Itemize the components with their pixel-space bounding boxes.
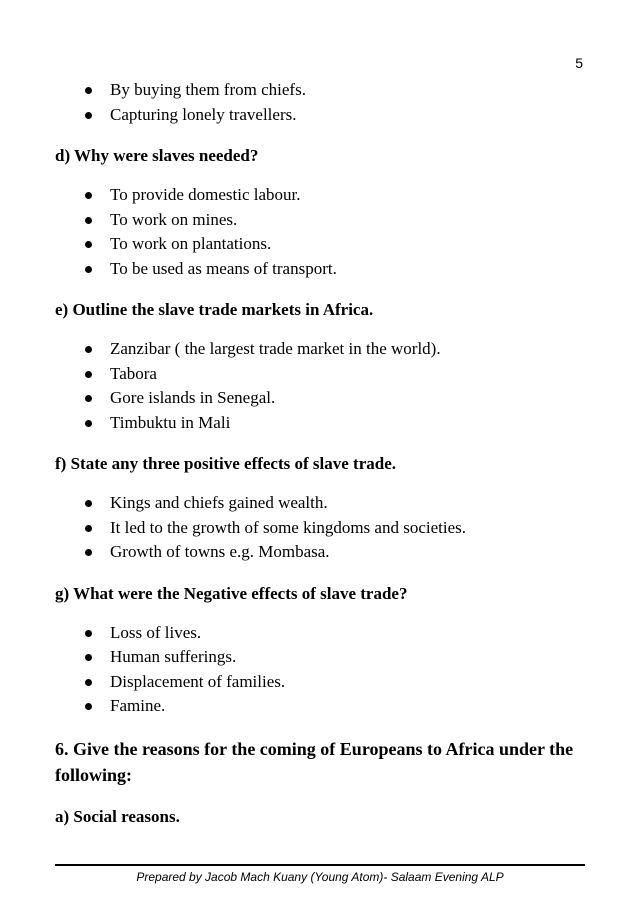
list-item: To be used as means of transport. bbox=[55, 257, 585, 282]
list-item: Tabora bbox=[55, 362, 585, 387]
question-e-heading: e) Outline the slave trade markets in Africa. bbox=[55, 300, 374, 319]
list-item: Famine. bbox=[55, 694, 585, 719]
list-item: Capturing lonely travellers. bbox=[55, 103, 585, 128]
question-g-heading: g) What were the Negative effects of slave trade? bbox=[55, 583, 408, 603]
question-f-bullet-list bbox=[55, 491, 585, 565]
list-item: Kings and chiefs gained wealth. bbox=[55, 491, 585, 516]
list-item: It led to the growth of some kingdoms and societies. bbox=[55, 516, 585, 541]
list-item: Zanzibar ( the largest trade market in the world). bbox=[55, 337, 585, 362]
question-g-bullet-list bbox=[55, 621, 585, 719]
list-item: Displacement of families. bbox=[55, 670, 585, 695]
list-item: Human sufferings. bbox=[55, 645, 585, 670]
list-item: Loss of lives. bbox=[55, 621, 585, 646]
footer-divider bbox=[55, 864, 585, 866]
list-item: Growth of towns e.g. Mombasa. bbox=[55, 540, 585, 565]
list-item: Timbuktu in Mali bbox=[55, 411, 585, 436]
list-item: To work on mines. bbox=[55, 208, 585, 233]
page-footer: Prepared by Jacob Mach Kuany (Young Atom)- Salaam Evening ALP bbox=[136, 870, 504, 884]
question-d-heading: d) Why were slaves needed? bbox=[55, 146, 259, 165]
question-f-heading: f) State any three positive effects of slave trade. bbox=[55, 454, 397, 473]
social-reasons-subheading: a) Social reasons. bbox=[55, 806, 180, 826]
list-item: Gore islands in Senegal. bbox=[55, 386, 585, 411]
question-6-heading: 6. Give the reasons for the coming of Europeans to Africa under the following: bbox=[55, 738, 574, 785]
page-number: 5 bbox=[575, 55, 583, 71]
list-item: By buying them from chiefs. bbox=[55, 78, 585, 103]
list-item: To provide domestic labour. bbox=[55, 183, 585, 208]
intro-bullet-list bbox=[55, 78, 585, 127]
document-body bbox=[55, 78, 585, 829]
question-e-bullet-list bbox=[55, 337, 585, 435]
question-d-bullet-list bbox=[55, 183, 585, 281]
list-item: To work on plantations. bbox=[55, 232, 585, 257]
